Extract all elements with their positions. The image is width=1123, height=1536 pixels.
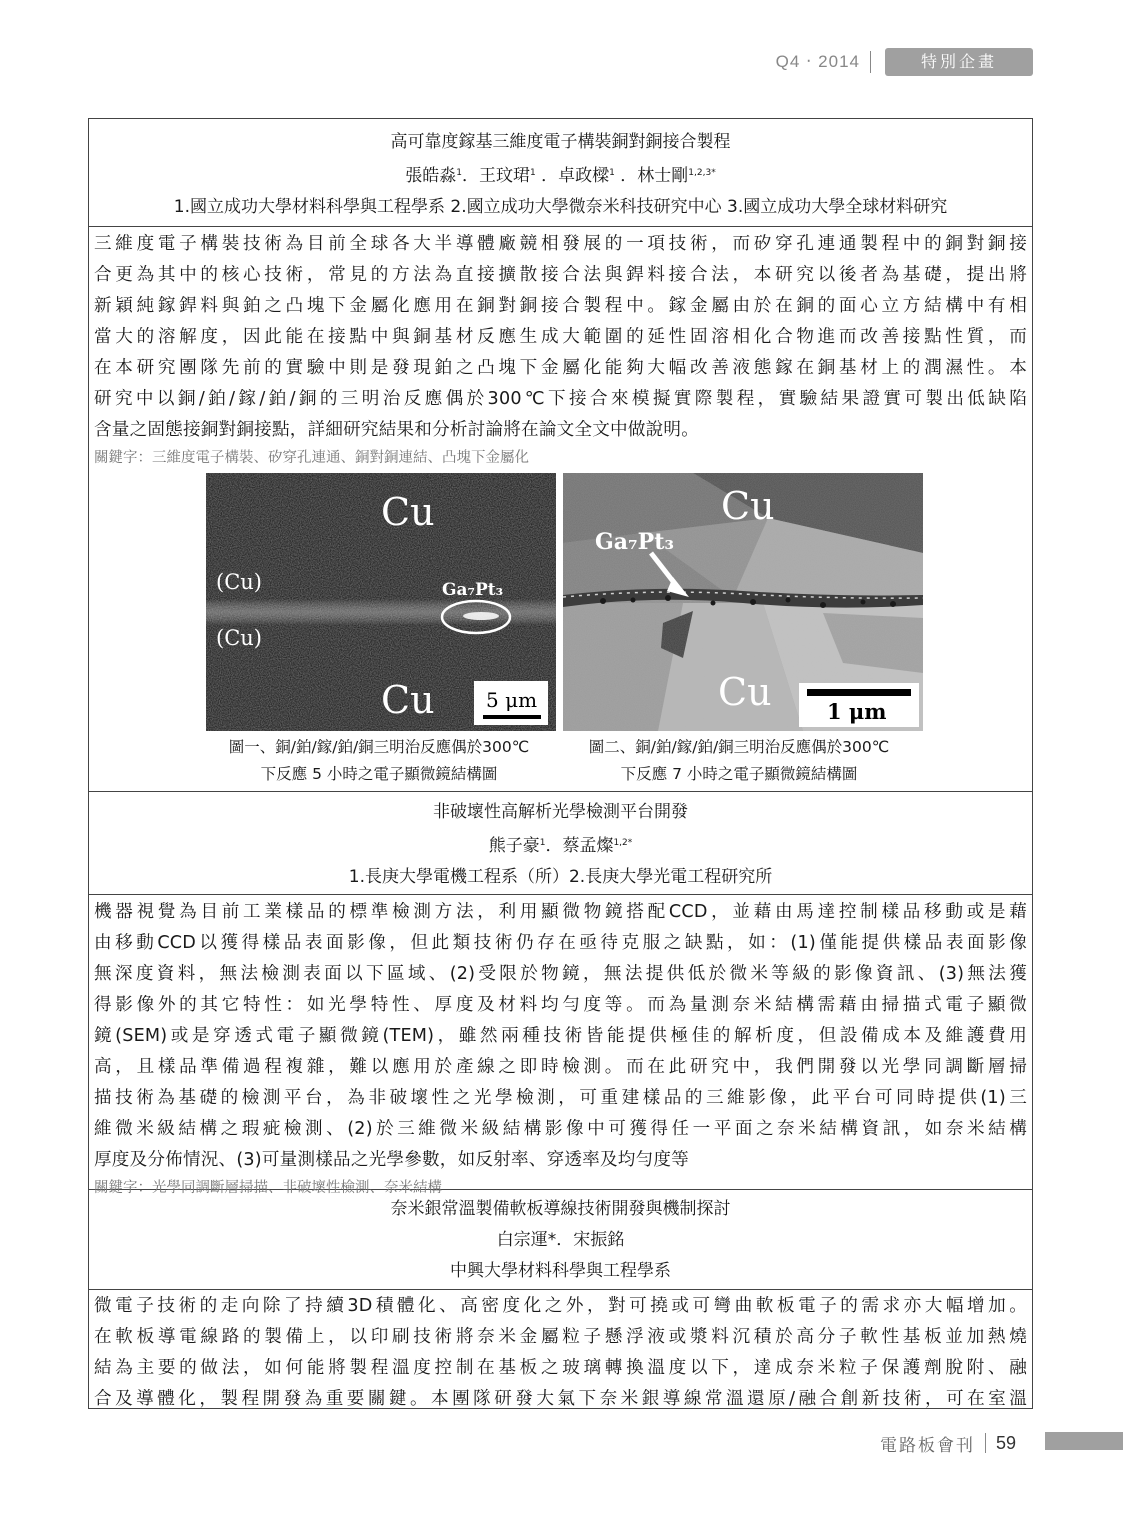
- author-sup: 1,2*: [613, 838, 633, 848]
- abstract-line: 合更為其中的核心技術，常見的方法為直接擴散接合法與銲料接合法，本研究以後者為基礎，提出將: [94, 265, 1027, 285]
- fig1-phase-label: Ga₇Pt₃: [442, 580, 504, 600]
- articles-frame: [88, 118, 1033, 1409]
- fig1-cu-mid1: (Cu): [216, 570, 262, 594]
- figure-row: [94, 469, 1027, 784]
- article2-keywords: 關鍵字：光學同調斷層掃描、非破壞性檢測、奈米結構: [94, 1180, 442, 1196]
- abstract-line: 含量之固態接銅對銅接點，詳細研究結果和分析討論將在論文全文中做說明。: [94, 420, 699, 440]
- abstract-line: 厚度及分佈情況、(3)可量測樣品之光學參數，如反射率、穿透率及均勻度等: [94, 1150, 689, 1170]
- article1-affiliations: 1.國立成功大學材料科學與工程學系 2.國立成功大學微奈米科技研究中心 3.國立成功大學全球材料研究: [173, 197, 948, 217]
- abstract-line: 結為主要的做法，如何能將製程溫度控制在基板之玻璃轉換溫度以下，達成奈米粒子保護劑脫附、融: [94, 1358, 1027, 1378]
- author-sup: 1: [456, 168, 463, 178]
- article2-header: [89, 792, 1032, 895]
- article3-header: [89, 1190, 1032, 1290]
- article1-title: 高可靠度鎵基三維度電子構裝銅對銅接合製程: [390, 132, 731, 152]
- abstract-line: 鏡(SEM)或是穿透式電子顯微鏡(TEM)，雖然兩種技術皆能提供極佳的解析度，但設備成本及維護費用: [94, 1026, 1027, 1046]
- header-divider: [870, 51, 871, 73]
- figure1-caption: [199, 734, 559, 788]
- abstract-line: 三維度電子構裝技術為目前全球各大半導體廠競相發展的一項技術，而矽穿孔連通製程中的銅對銅接: [94, 234, 1027, 254]
- article1-authors: 張皓淼$^1$．王玟珺$^1$ ．卓政樑$^1$ ．林士剛$^{1,2,3*}$: [405, 166, 716, 186]
- article1-body: [89, 227, 1032, 792]
- article2-affiliations: 1.長庚大學電機工程系（所）2.長庚大學光電工程研究所: [348, 867, 773, 887]
- caption-line: 圖二、銅/鉑/鎵/鉑/銅三明治反應偶於300℃: [588, 738, 890, 756]
- fig1-cu-mid2: (Cu): [216, 626, 262, 650]
- fig1-cu-bottom: Cu: [381, 678, 435, 722]
- fig2-cu-bottom: Cu: [718, 670, 772, 714]
- abstract-line: 合及導體化，製程開發為重要關鍵。本團隊研發大氣下奈米銀導線常溫還原/融合創新技術，可在室溫: [94, 1389, 1027, 1409]
- caption-line: 下反應 5 小時之電子顯微鏡結構圖: [260, 765, 498, 783]
- abstract-line: 當大的溶解度，因此能在接點中與銅基材反應生成大範圍的延性固溶相化合物進而改善接點性質，而: [94, 327, 1027, 347]
- author-name: 張皓淼: [405, 166, 457, 186]
- abstract-line: 研究中以銅/鉑/鎵/鉑/銅的三明治反應偶於300℃下接合來模擬實際製程，實驗結果證實可製出低缺陷: [94, 389, 1027, 409]
- abstract-line: 機器視覺為目前工業樣品的標準檢測方法，利用顯微物鏡搭配CCD，並藉由馬達控制樣品移動或是藉: [94, 902, 1027, 922]
- abstract-line: 由移動CCD以獲得樣品表面影像，但此類技術仍存在亟待克服之缺點，如：(1)僅能提供樣品表面影像: [94, 933, 1027, 953]
- footer-bar: [1045, 1432, 1123, 1450]
- figure1-micrograph: [206, 473, 556, 731]
- abstract-line: 微電子技術的走向除了持續3D積體化、高密度化之外，對可撓或可彎曲軟板電子的需求亦大幅增加。: [94, 1296, 1027, 1316]
- author-name: 熊子豪: [488, 836, 540, 856]
- issue-label: Q4 ‧ 2014: [775, 52, 860, 71]
- journal-title: 電路板會刊: [880, 1435, 975, 1456]
- author-sup: 1: [530, 168, 536, 178]
- author-sup: 1: [609, 168, 615, 178]
- fig1-scalebar: [483, 715, 541, 719]
- figure2-micrograph: [563, 473, 923, 731]
- fig1-cu-top: Cu: [381, 490, 435, 534]
- abstract-line: 在本研究團隊先前的實驗中則是發現鉑之凸塊下金屬化能夠大幅改善液態鎵在銅基材上的潤濕性。本: [94, 358, 1027, 378]
- caption-line: 圖一、銅/鉑/鎵/鉑/銅三明治反應偶於300℃: [228, 738, 530, 756]
- article3-title: 奈米銀常溫製備軟板導線技術開發與機制探討: [390, 1199, 731, 1219]
- fig2-scalebar: [807, 689, 911, 696]
- abstract-line: 得影像外的其它特性：如光學特性、厚度及材料均勻度等。而為量測奈米結構需藉由掃描式電子顯微: [94, 995, 1027, 1015]
- page-number: 59: [996, 1432, 1017, 1453]
- figure2-caption: [559, 734, 919, 788]
- abstract-line: 描技術為基礎的檢測平台，為非破壞性之光學檢測，可重建樣品的三維影像，此平台可同時提供(1)三: [94, 1088, 1027, 1108]
- article2-authors: 熊子豪$^1$．蔡孟燦$^{1,2*}$: [488, 836, 633, 856]
- section-badge: 特別企畫: [885, 48, 1033, 76]
- fig2-scale-text: 1 μm: [827, 699, 887, 724]
- caption-line: 下反應 7 小時之電子顯微鏡結構圖: [620, 765, 858, 783]
- page-header: [776, 48, 1033, 76]
- fig2-phase-label: Ga₇Pt₃: [595, 529, 675, 555]
- author-sup: 1,2,3*: [688, 168, 716, 178]
- abstract-line: 新穎純鎵銲料與鉑之凸塊下金屬化應用在銅對銅接合製程中。鎵金屬由於在銅的面心立方結構中有相: [94, 296, 1027, 316]
- abstract-line: 在軟板導電線路的製備上，以印刷技術將奈米金屬粒子懸浮液或漿料沉積於高分子軟性基板並加熱燒: [94, 1327, 1027, 1347]
- article1-header: [89, 119, 1032, 227]
- author-name: 林士剛: [637, 166, 689, 186]
- author-name: 王玟珺: [479, 166, 531, 186]
- abstract-line: 無深度資料，無法檢測表面以下區域、(2)受限於物鏡，無法提供低於微米等級的影像資訊、(3)無法獲: [94, 964, 1027, 984]
- article1-keywords: 關鍵字：三維度電子構裝、矽穿孔連通、銅對銅連結、凸塊下金屬化: [94, 450, 529, 466]
- abstract-line: 維微米級結構之瑕疵檢測、(2)於三維微米級結構影像中可獲得任一平面之奈米結構資訊，如奈米結構: [94, 1119, 1027, 1139]
- page-footer: [880, 1430, 1123, 1456]
- author-name: 蔡孟燦: [562, 836, 614, 856]
- article3-affiliations: 中興大學材料科學與工程學系: [450, 1261, 671, 1281]
- article2-body: [89, 895, 1032, 1196]
- footer-divider: [985, 1433, 986, 1453]
- abstract-line: 高，且樣品準備過程複雜，難以應用於產線之即時檢測。而在此研究中，我們開發以光學同調斷層掃: [94, 1057, 1027, 1077]
- article3-authors: 白宗運*．宋振銘: [496, 1230, 625, 1250]
- fig2-cu-top: Cu: [721, 484, 775, 528]
- fig1-scale-text: 5 μm: [486, 688, 538, 712]
- article2-title: 非破壞性高解析光學檢測平台開發: [433, 802, 688, 822]
- author-sup: 1: [539, 838, 546, 848]
- author-name: 卓政樑: [558, 166, 610, 186]
- article3-body: [89, 1290, 1032, 1415]
